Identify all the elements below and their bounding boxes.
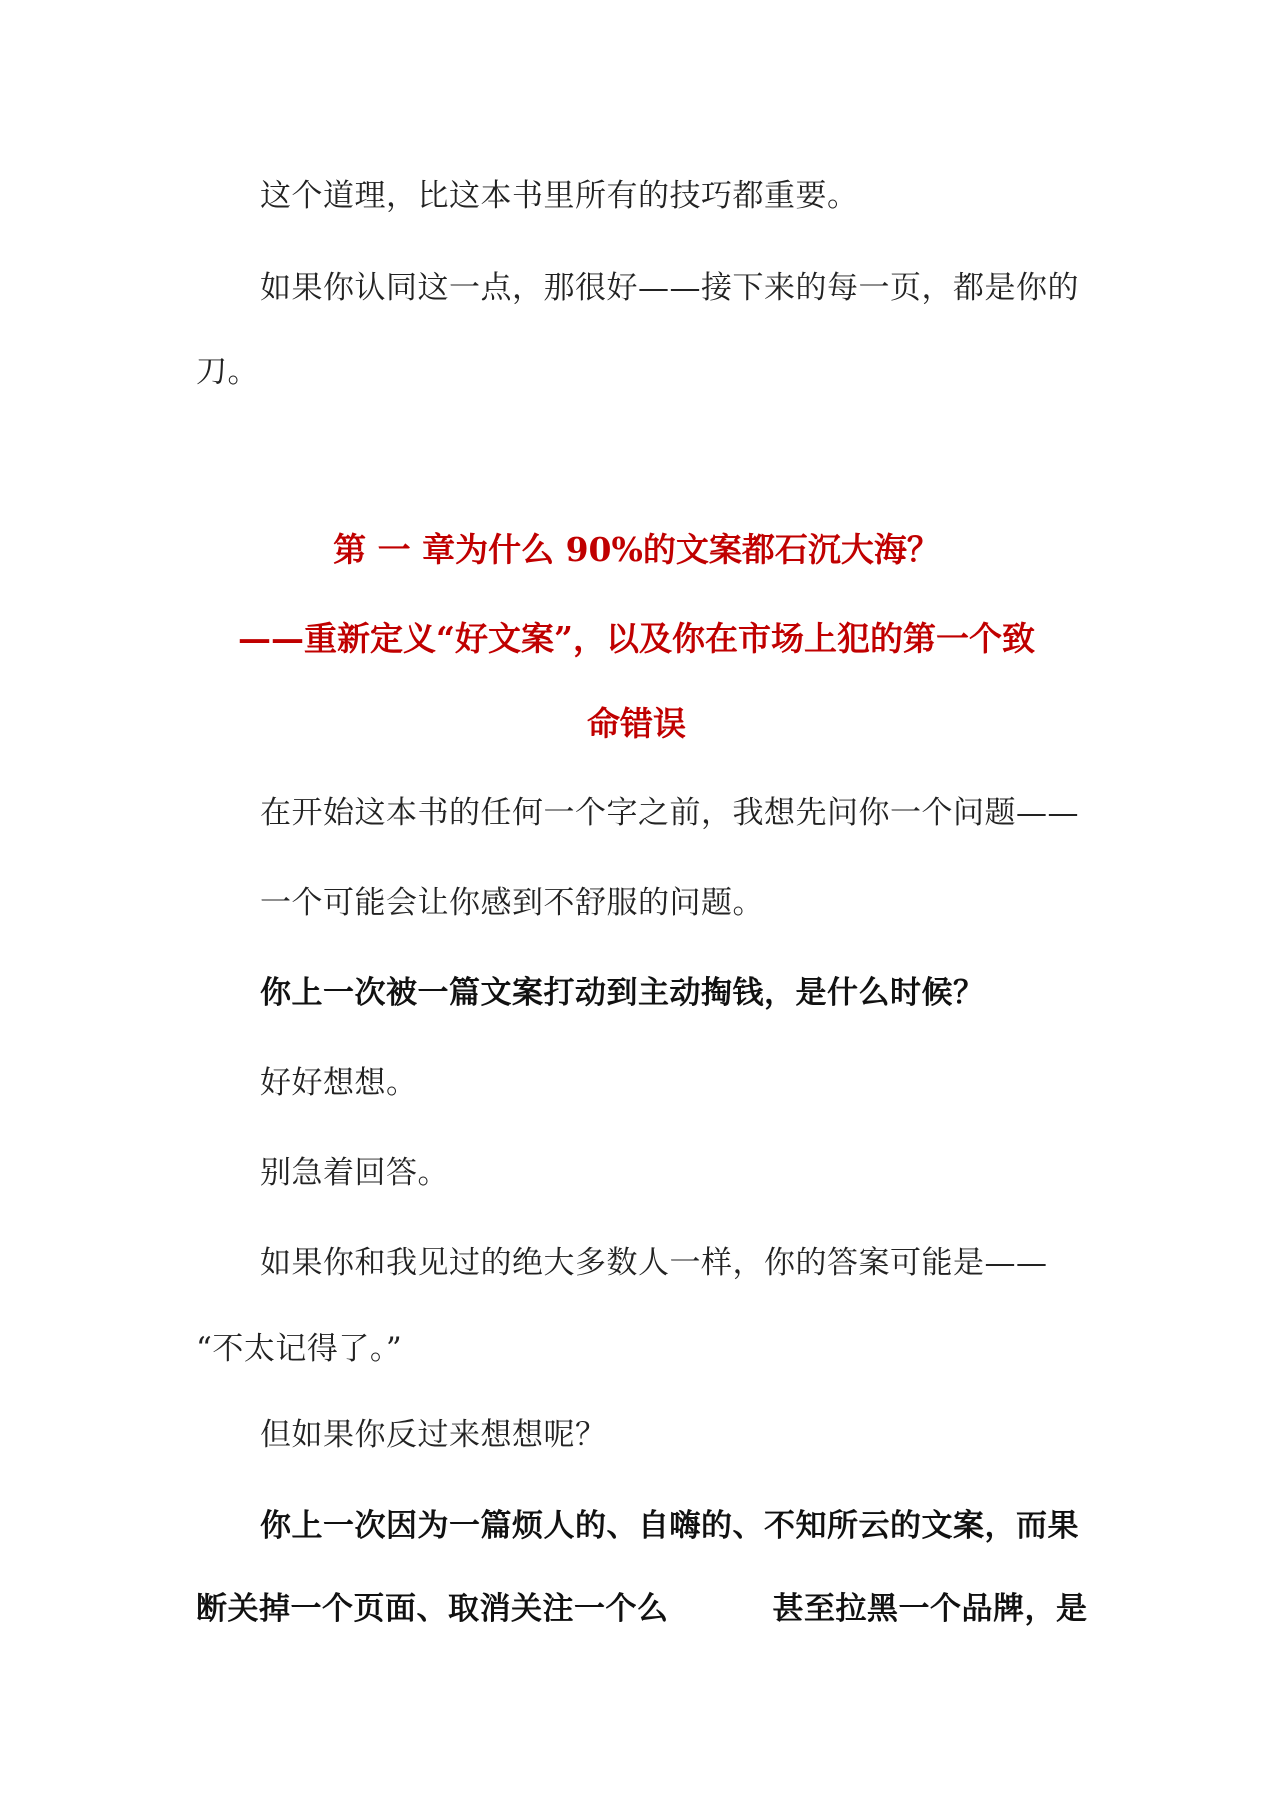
question-2-line-2-part-1: 断关掉一个页面、取消关注一个么 [196, 1591, 669, 1627]
intro-line-1: 这个道理，比这本书里所有的技巧都重要。 [260, 178, 859, 214]
paragraph-1-line-1: 在开始这本书的任何一个字之前，我想先问你一个问题—— [260, 795, 1079, 831]
paragraph-2: 好好想想。 [260, 1065, 418, 1101]
question-2-line-2 [196, 1589, 1088, 1629]
paragraph-4-line-2: “不太记得了。” [196, 1331, 403, 1367]
chapter-title: 第 一 章为什么 90%的文案都石沉大海？ [333, 530, 940, 569]
paragraph-4-line-1: 如果你和我见过的绝大多数人一样，你的答案可能是—— [260, 1245, 1048, 1281]
question-2-line-2-part-2: 甚至拉黑一个品牌，是 [772, 1591, 1088, 1627]
paragraph-5: 但如果你反过来想想呢？ [260, 1417, 607, 1453]
paragraph-3: 别急着回答。 [260, 1155, 449, 1191]
intro-line-2: 如果你认同这一点，那很好——接下来的每一页，都是你的 [260, 270, 1079, 306]
question-2-line-1: 你上一次因为一篇烦人的、自嗨的、不知所云的文案，而果 [260, 1508, 1079, 1544]
question-1: 你上一次被一篇文案打动到主动掏钱，是什么时候？ [260, 975, 985, 1011]
chapter-subtitle-line-2: 命错误 [587, 704, 686, 743]
intro-line-3: 刀。 [196, 354, 259, 390]
chapter-subtitle-line-1: ——重新定义“好文案”，以及你在市场上犯的第一个致 [238, 619, 1035, 658]
paragraph-1-line-2: 一个可能会让你感到不舒服的问题。 [260, 885, 764, 921]
